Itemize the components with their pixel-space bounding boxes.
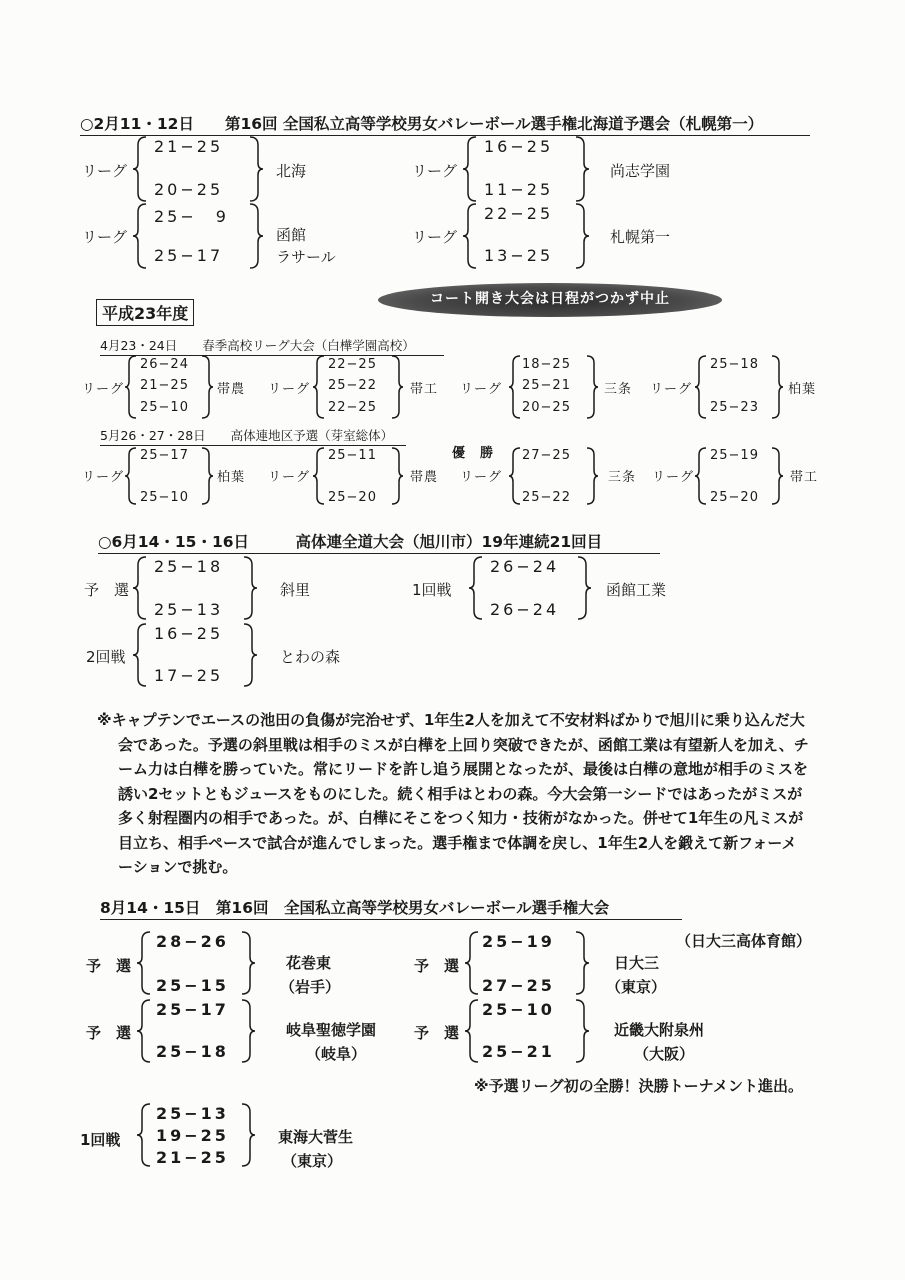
- open-brace-icon: [132, 202, 148, 270]
- commentary-note: [97, 708, 809, 880]
- match-label: リーグ: [460, 382, 503, 397]
- set-score: 25−11: [328, 448, 377, 463]
- set-score: 26−24: [140, 357, 189, 372]
- close-brace-icon: [576, 555, 592, 621]
- open-brace-icon: [462, 202, 478, 270]
- close-brace-icon: [248, 135, 264, 203]
- opponent: 柏葉: [788, 382, 817, 397]
- opponent-prefecture: （岐阜）: [306, 1045, 367, 1063]
- close-brace-icon: [242, 622, 258, 688]
- close-brace-icon: [574, 202, 590, 270]
- match-label: 予 選: [414, 957, 460, 975]
- set-score: 16−25: [154, 624, 224, 643]
- set-score: 25−18: [154, 557, 224, 576]
- close-brace-icon: [585, 354, 599, 420]
- match-label: リーグ: [82, 162, 128, 180]
- open-brace-icon: [136, 930, 152, 996]
- opponent: 柏葉: [217, 470, 246, 485]
- cancel-banner: コート開き大会は日程がつかず中止: [378, 283, 722, 317]
- opponent: 北海: [276, 162, 307, 180]
- open-brace-icon: [464, 998, 480, 1064]
- opponent: 三条: [604, 382, 633, 397]
- open-brace-icon: [694, 354, 708, 420]
- opponent: 日大三: [614, 954, 660, 972]
- set-score: 25−23: [710, 400, 759, 415]
- remark: ※予選リーグ初の全勝！決勝トーナメント進出。: [474, 1077, 803, 1095]
- opponent: とわの森: [280, 648, 341, 666]
- set-score: 25− 9: [154, 207, 229, 226]
- opponent: 斜里: [280, 581, 311, 599]
- close-brace-icon: [585, 446, 599, 506]
- close-brace-icon: [574, 930, 590, 996]
- set-score: 25−20: [710, 490, 759, 505]
- match-label: リーグ: [460, 470, 503, 485]
- close-brace-icon: [770, 354, 784, 420]
- opponent-prefecture: （大阪）: [634, 1045, 695, 1063]
- set-score: 17−25: [154, 666, 224, 685]
- opponent: 函館: [276, 226, 307, 244]
- set-score: 27−25: [522, 448, 571, 463]
- close-brace-icon: [240, 1102, 256, 1168]
- match-label: 1回戦: [412, 581, 452, 599]
- set-score: 25−10: [482, 1000, 555, 1019]
- match-label: リーグ: [412, 228, 458, 246]
- close-brace-icon: [248, 202, 264, 270]
- set-score: 11−25: [484, 180, 554, 199]
- opponent-prefecture: （岩手）: [280, 978, 341, 996]
- set-score: 25−21: [522, 378, 571, 393]
- opponent-prefecture: （東京）: [606, 978, 667, 996]
- set-score: 25−10: [140, 400, 189, 415]
- close-brace-icon: [574, 135, 590, 203]
- close-brace-icon: [240, 998, 256, 1064]
- opponent: 函館工業: [606, 581, 667, 599]
- set-score: 20−25: [522, 400, 571, 415]
- close-brace-icon: [390, 354, 404, 420]
- section-header: 4月23・24日 春季高校リーグ大会（白樺学園高校）: [100, 336, 444, 356]
- set-score: 25−17: [140, 448, 189, 463]
- set-score: 16−25: [484, 137, 554, 156]
- match-label: リーグ: [650, 382, 693, 397]
- close-brace-icon: [200, 354, 214, 420]
- set-score: 25−18: [710, 357, 759, 372]
- result-label: 優 勝: [452, 446, 495, 461]
- opponent: 東海大菅生: [278, 1128, 354, 1146]
- set-score: 25−17: [156, 1000, 229, 1019]
- open-brace-icon: [132, 555, 148, 621]
- set-score: 13−25: [484, 246, 554, 265]
- section-header: ○2月11・12日 第16回 全国私立高等学校男女バレーボール選手権北海道予選会（札幌第一）: [80, 112, 810, 136]
- match-label: 予 選: [84, 581, 130, 599]
- close-brace-icon: [390, 446, 404, 506]
- match-label: リーグ: [412, 162, 458, 180]
- match-label: リーグ: [652, 470, 695, 485]
- set-score: 21−25: [140, 378, 189, 393]
- open-brace-icon: [508, 354, 522, 420]
- set-score: 22−25: [328, 357, 377, 372]
- section-header: ○6月14・15・16日 高体連全道大会（旭川市）19年連続21回目: [98, 530, 660, 554]
- set-score: 25−22: [328, 378, 377, 393]
- set-score: 26−24: [490, 557, 560, 576]
- set-score: 25−19: [710, 448, 759, 463]
- open-brace-icon: [312, 446, 326, 506]
- set-score: 25−21: [482, 1042, 555, 1061]
- set-score: 25−13: [154, 600, 224, 619]
- open-brace-icon: [136, 1102, 152, 1168]
- match-label: リーグ: [268, 382, 311, 397]
- set-score: 18−25: [522, 357, 571, 372]
- open-brace-icon: [312, 354, 326, 420]
- opponent: 帯農: [217, 382, 246, 397]
- set-score: 22−25: [328, 400, 377, 415]
- set-score: 26−24: [490, 600, 560, 619]
- open-brace-icon: [468, 555, 484, 621]
- match-label: リーグ: [82, 228, 128, 246]
- set-score: 25−22: [522, 490, 571, 505]
- commentary-paragraph: ※キャプテンでエースの池田の負傷が完治せず、1年生2人を加えて不安材料ばかりで旭川に乗り込んだ大会であった。予選の斜里戦は相手のミスが白樺を上回り突破できたが、函館工業は有望新人を加え、チーム力は白樺を勝っていた。常にリードを許し追う展開となったが、最後は白樺の意地が相手のミスを誘い2セットともジュースをものにした。続く相手はとわの森。今大会第一シードではあったがミスが多く射程圏内の相手であった。が、白樺にそこをつく知力・技術がなかった。併せて1年生の凡ミスが目立ち、相手ペースで試合が進んでしまった。選手権まで体調を戻し、1年生2人を鍛えて新フォーメーションで挑む。: [97, 711, 809, 876]
- section-header: 8月14・15日 第16回 全国私立高等学校男女バレーボール選手権大会: [100, 896, 682, 920]
- opponent: 帯工: [790, 470, 819, 485]
- close-brace-icon: [200, 446, 214, 506]
- set-score: 25−10: [140, 490, 189, 505]
- open-brace-icon: [132, 622, 148, 688]
- set-score: 25−19: [482, 932, 555, 951]
- opponent: 帯工: [410, 382, 439, 397]
- set-score: 25−17: [154, 246, 224, 265]
- set-score: 25−15: [156, 976, 229, 995]
- set-score: 19−25: [156, 1126, 229, 1145]
- opponent: 花巻東: [286, 954, 332, 972]
- open-brace-icon: [124, 446, 138, 506]
- open-brace-icon: [124, 354, 138, 420]
- opponent-prefecture: （東京）: [282, 1152, 343, 1170]
- opponent: 三条: [608, 470, 637, 485]
- match-label: 1回戦: [80, 1131, 121, 1149]
- close-brace-icon: [242, 555, 258, 621]
- opponent: 岐阜聖徳学園: [286, 1021, 377, 1039]
- open-brace-icon: [136, 998, 152, 1064]
- set-score: 25−13: [156, 1104, 229, 1123]
- opponent: 帯農: [410, 470, 439, 485]
- set-score: 20−25: [154, 180, 224, 199]
- set-score: 28−26: [156, 932, 229, 951]
- match-label: 予 選: [86, 1024, 132, 1042]
- section-header: 5月26・27・28日 高体連地区予選（芽室総体）: [100, 426, 406, 446]
- match-label: リーグ: [82, 382, 125, 397]
- open-brace-icon: [462, 135, 478, 203]
- opponent: 尚志学園: [610, 162, 671, 180]
- set-score: 22−25: [484, 204, 554, 223]
- match-label: リーグ: [268, 470, 311, 485]
- close-brace-icon: [574, 998, 590, 1064]
- open-brace-icon: [464, 930, 480, 996]
- venue-label: （日大三高体育館）: [676, 932, 812, 950]
- match-label: 2回戦: [86, 648, 126, 666]
- opponent: 近畿大附泉州: [614, 1021, 705, 1039]
- close-brace-icon: [770, 446, 784, 506]
- open-brace-icon: [694, 446, 708, 506]
- match-label: 予 選: [86, 957, 132, 975]
- close-brace-icon: [240, 930, 256, 996]
- match-label: 予 選: [414, 1024, 460, 1042]
- set-score: 27−25: [482, 976, 555, 995]
- set-score: 25−18: [156, 1042, 229, 1061]
- opponent: ラサール: [276, 248, 336, 266]
- set-score: 21−25: [156, 1148, 229, 1167]
- open-brace-icon: [132, 135, 148, 203]
- match-label: リーグ: [82, 470, 125, 485]
- year-label: 平成23年度: [96, 299, 194, 326]
- set-score: 25−20: [328, 490, 377, 505]
- set-score: 21−25: [154, 137, 224, 156]
- open-brace-icon: [508, 446, 522, 506]
- opponent: 札幌第一: [610, 228, 671, 246]
